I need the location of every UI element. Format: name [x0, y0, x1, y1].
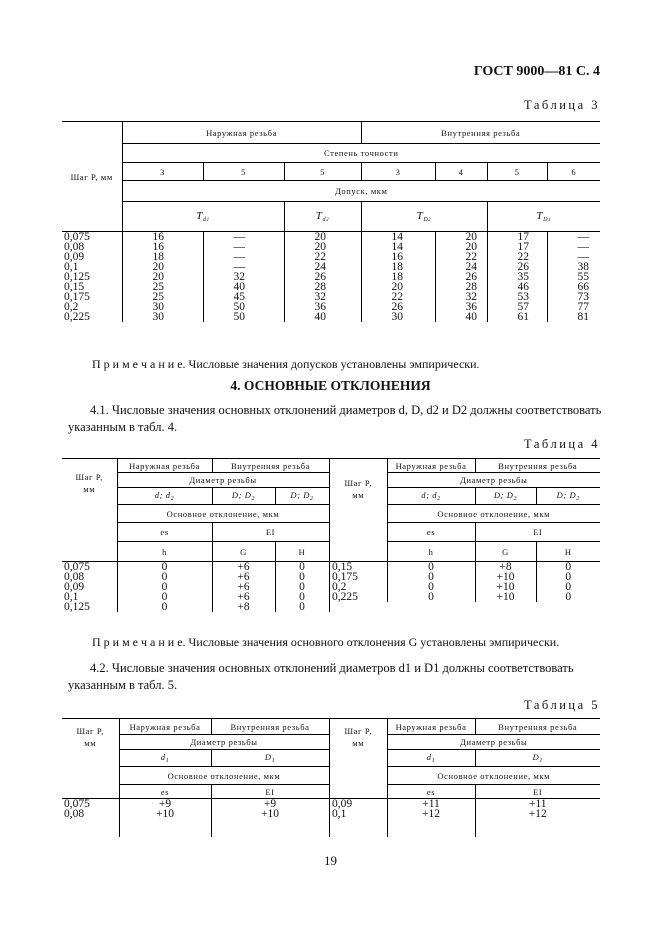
row-value-cell: 0 [565, 582, 572, 592]
table5-es: es [119, 785, 211, 799]
page-header-title: ГОСТ 9000—81 С. 4 [473, 64, 600, 79]
row-step-cell: 0,1 [62, 592, 117, 602]
table3-grade: 5 [487, 163, 547, 181]
table-row [330, 799, 600, 810]
row-value-cell: 16 [361, 252, 435, 262]
table-row [62, 242, 600, 252]
row-value-cell: 0 [117, 602, 212, 612]
table4-internal-header: Внутренняя резьба [475, 459, 600, 473]
table5-step-header [330, 719, 387, 799]
table4-h: h [387, 542, 475, 562]
row-value-cell: 30 [122, 312, 203, 322]
table5-D1: $D_1$ [475, 750, 600, 767]
row-value-cell: — [203, 262, 284, 272]
table-row [62, 312, 600, 322]
table-row [62, 262, 600, 272]
row-value-cell: +9 [119, 799, 211, 810]
paragraph-4-1 [68, 402, 628, 436]
table5-right [330, 718, 600, 837]
row-value-cell: 66 [577, 282, 590, 292]
row-value-cell: — [547, 232, 600, 243]
row-value-cell: 25 [122, 282, 203, 292]
table5-deviation-header: Основное отклонение, мкм [119, 767, 329, 785]
row-value-cell: 17 [487, 232, 547, 243]
table-row [330, 809, 600, 819]
table3-grade: 4 [435, 163, 487, 181]
step-header-line2: мм [83, 484, 96, 494]
page-number: 19 [324, 853, 337, 868]
row-value-cell: — [203, 252, 284, 262]
row-value-cell: 20 [361, 282, 435, 292]
table-row [62, 582, 329, 592]
row-value-cell: +8 [212, 602, 275, 612]
row-value-cell: 26 [361, 302, 435, 312]
row-step-cell: 0,09 [330, 799, 387, 810]
table4-right [330, 458, 600, 602]
row-step-cell: 0,125 [62, 272, 122, 282]
step-header-line1: Шаг P, [344, 726, 372, 736]
table5-es: es [387, 785, 475, 799]
row-value-cell: 57 [487, 302, 547, 312]
row-value-cell: — [203, 232, 284, 243]
table5-d1: $d_1$ [387, 750, 475, 767]
table5-ei: EI [475, 785, 600, 799]
table-row [330, 592, 600, 602]
table5-ei: EI [211, 785, 329, 799]
row-value-cell: 22 [487, 252, 547, 262]
table4-diameter-header: Диаметр резьбы [117, 473, 329, 488]
row-value-cell: 0 [387, 582, 475, 592]
row-value-cell: 36 [284, 302, 361, 312]
table4-D-D2: D; $D_2$ [475, 488, 536, 505]
row-value-cell: 38 [577, 262, 590, 272]
step-header-line1: Шаг P, [76, 726, 104, 736]
row-value-cell: +10 [211, 809, 329, 819]
table4-d-d2: d; $d_2$ [387, 488, 475, 505]
row-value-cell: 22 [435, 252, 487, 262]
table3-TD2-header: $T_{D2}$ [361, 202, 487, 232]
table4-deviation-header: Основное отклонение, мкм [117, 505, 329, 523]
table4-step-header [62, 459, 117, 542]
table5-caption: Таблица 5 [524, 698, 600, 712]
table-row [62, 282, 600, 292]
row-value-cell: 0 [275, 582, 329, 592]
table4-D-D2: D; $D_2$ [212, 488, 275, 505]
row-value-cell: 14 [361, 242, 435, 252]
row-value-cell: +6 [212, 572, 275, 582]
row-value-cell: 55 [577, 272, 590, 282]
row-value-cell: 0 [387, 592, 475, 602]
row-value-cell: 45 [203, 292, 284, 302]
table-row [62, 572, 329, 582]
table4-D-D2: D; $D_2$ [536, 488, 600, 505]
table3-tolerance-header: Допуск, мкм [122, 181, 600, 202]
row-value-cell: +6 [212, 582, 275, 592]
row-step-cell: 0,075 [62, 232, 122, 243]
table4-step-header [330, 459, 387, 542]
table3-note: П р и м е ч а н и е. Числовые значения допусков установлены эмпирически. [92, 357, 480, 371]
row-value-cell: 32 [203, 272, 284, 282]
table5-internal-header: Внутренняя резьба [475, 719, 600, 735]
table3-step-header: Шаг P, мм [62, 122, 122, 232]
row-step-cell: 0,1 [330, 809, 387, 819]
row-value-cell: 77 [577, 302, 590, 312]
table4-note: П р и м е ч а н и е. Числовые значения основного отклонения G установлены эмпирически. [92, 635, 560, 649]
table5-external-header: Наружная резьба [387, 719, 475, 735]
table-row [62, 272, 600, 282]
table5-internal-header: Внутренняя резьба [211, 719, 329, 735]
row-value-cell: — [577, 242, 590, 252]
table5-d1: $d_1$ [119, 750, 211, 767]
table3-td1-header: $T_{d1}$ [122, 202, 284, 232]
row-value-cell: +10 [475, 582, 536, 592]
row-value-cell: 50 [203, 312, 284, 322]
step-header-line1: Шаг P, [75, 472, 103, 482]
table3-external-header: Наружная резьба [122, 122, 361, 144]
row-value-cell: 40 [435, 312, 487, 322]
table-row [330, 562, 600, 573]
section-title: 4. ОСНОВНЫЕ ОТКЛОНЕНИЯ [230, 378, 431, 393]
table-row [62, 252, 600, 262]
table4-D-D2: D; $D_2$ [275, 488, 329, 505]
table-row [62, 302, 600, 312]
row-value-cell: 32 [435, 292, 487, 302]
table-row [62, 232, 600, 243]
table4-ei: EI [212, 523, 329, 542]
row-step-cell: 0,08 [62, 572, 117, 582]
table-row [62, 809, 329, 819]
step-header-line1: Шаг P, [344, 478, 372, 488]
table4-H: H [275, 542, 329, 562]
row-value-cell: 24 [435, 262, 487, 272]
row-value-cell: 26 [487, 262, 547, 272]
table5-diameter-header: Диаметр резьбы [387, 735, 600, 750]
row-value-cell: 0 [275, 562, 329, 573]
row-step-cell: 0,175 [330, 572, 387, 582]
row-value-cell: 20 [284, 242, 361, 252]
row-value-cell: 46 [487, 282, 547, 292]
table3-caption: Таблица 3 [524, 98, 600, 112]
table-row [330, 572, 600, 582]
table4-caption: Таблица 4 [524, 437, 600, 451]
row-value-cell: +10 [475, 592, 536, 602]
table3-internal-header: Внутренняя резьба [361, 122, 600, 144]
row-value-cell: 0 [387, 562, 475, 573]
row-value-cell: 0 [117, 592, 212, 602]
row-value-cell: +6 [212, 562, 275, 573]
row-step-cell: 0,08 [62, 242, 122, 252]
row-value-cell: 0 [117, 562, 212, 573]
table4-G: G [475, 542, 536, 562]
row-value-cell: 22 [284, 252, 361, 262]
row-step-cell: 0,15 [330, 562, 387, 573]
table3-grade: 5 [203, 163, 284, 181]
row-value-cell: — [577, 252, 590, 262]
row-value-cell: 40 [203, 282, 284, 292]
table3-degree-header: Степень точности [122, 144, 600, 163]
table5-D1: $D_1$ [211, 750, 329, 767]
row-value-cell: 0 [565, 592, 572, 602]
table4-ei: EI [475, 523, 600, 542]
table4-es: es [387, 523, 475, 542]
row-value-cell: 61 [487, 312, 547, 322]
row-value-cell: +12 [387, 809, 475, 819]
row-value-cell: 0 [275, 592, 329, 602]
row-value-cell: 16 [122, 242, 203, 252]
row-value-cell: 36 [435, 302, 487, 312]
row-value-cell: 20 [435, 232, 487, 243]
row-value-cell: 40 [284, 312, 361, 322]
table-row [62, 602, 329, 612]
row-value-cell: 0 [387, 572, 475, 582]
row-step-cell: 0,08 [62, 809, 119, 819]
row-value-cell: +10 [119, 809, 211, 819]
table5-diameter-header: Диаметр резьбы [119, 735, 329, 750]
table3-grade: 6 [547, 163, 600, 181]
paragraph-4-1-text: 4.1. Числовые значения основных отклонений диаметров d, D, d2 и D2 должны соответствовать указанным в табл. 4. [68, 403, 602, 434]
row-value-cell: 0 [275, 602, 329, 612]
row-step-cell: 0,225 [330, 592, 387, 602]
table4-internal-header: Внутренняя резьба [212, 459, 329, 473]
row-value-cell: 20 [284, 232, 361, 243]
table5-step-header [62, 719, 119, 799]
row-value-cell: 17 [487, 242, 547, 252]
row-value-cell: 32 [284, 292, 361, 302]
row-value-cell: 20 [122, 272, 203, 282]
table4-G: G [212, 542, 275, 562]
row-step-cell: 0,075 [62, 562, 117, 573]
row-value-cell: 18 [361, 272, 435, 282]
row-value-cell: 16 [122, 232, 203, 243]
table4-diameter-header: Диаметр резьбы [387, 473, 600, 488]
row-value-cell: 53 [487, 292, 547, 302]
row-step-cell: 0,125 [62, 602, 117, 612]
table-row [62, 562, 329, 573]
paragraph-4-2 [68, 660, 628, 694]
step-header-line2: мм [352, 490, 365, 500]
row-value-cell: +8 [475, 562, 536, 573]
row-step-cell: 0,09 [62, 582, 117, 592]
row-value-cell: 26 [284, 272, 361, 282]
row-value-cell: 0 [536, 562, 600, 573]
table4-external-header: Наружная резьба [117, 459, 212, 473]
table3-td2-header: $T_{d2}$ [284, 202, 361, 232]
row-value-cell: 0 [117, 572, 212, 582]
table3-grade: 3 [361, 163, 435, 181]
row-value-cell: +11 [475, 799, 600, 810]
table-row [62, 292, 600, 302]
table4-es: es [117, 523, 212, 542]
row-value-cell: 30 [122, 302, 203, 312]
row-step-cell: 0,225 [62, 312, 122, 322]
row-value-cell: 81 [577, 312, 590, 322]
row-value-cell: +11 [387, 799, 475, 810]
table3-grade: 5 [284, 163, 361, 181]
row-value-cell: 22 [361, 292, 435, 302]
table-row [330, 582, 600, 592]
table5-left [62, 718, 330, 837]
table4-H: H [564, 546, 572, 557]
row-step-cell: 0,2 [62, 302, 122, 312]
row-value-cell: 28 [435, 282, 487, 292]
table-row [62, 592, 329, 602]
table5-external-header: Наружная резьба [119, 719, 211, 735]
table3-grade: 3 [122, 163, 203, 181]
row-value-cell: +12 [528, 809, 547, 819]
row-value-cell: 18 [122, 252, 203, 262]
row-value-cell: 24 [284, 262, 361, 272]
row-value-cell: 18 [361, 262, 435, 272]
row-value-cell: 0 [565, 572, 572, 582]
table4-external-header: Наружная резьба [387, 459, 475, 473]
table4-d-d2: d; $d_2$ [117, 488, 212, 505]
row-value-cell: 0 [117, 582, 212, 592]
row-value-cell: 50 [203, 302, 284, 312]
row-value-cell: 0 [275, 572, 329, 582]
table5-deviation-header: Основное отклонение, мкм [387, 767, 600, 785]
row-value-cell: +9 [211, 799, 329, 810]
row-value-cell: 35 [487, 272, 547, 282]
row-value-cell: 20 [435, 242, 487, 252]
row-value-cell: +10 [475, 572, 536, 582]
row-value-cell: — [203, 242, 284, 252]
row-step-cell: 0,15 [62, 282, 122, 292]
row-value-cell: 20 [122, 262, 203, 272]
table4-left [62, 458, 330, 612]
table4-deviation-header: Основное отклонение, мкм [387, 505, 600, 523]
row-step-cell: 0,2 [330, 582, 387, 592]
row-value-cell: +6 [212, 592, 275, 602]
table4-h: h [117, 542, 212, 562]
row-value-cell: 26 [435, 272, 487, 282]
step-header-line2: мм [84, 738, 97, 748]
row-step-cell: 0,175 [62, 292, 122, 302]
table-row [62, 799, 329, 810]
row-value-cell: 30 [361, 312, 435, 322]
row-value-cell: 25 [122, 292, 203, 302]
table3 [62, 121, 600, 322]
row-value-cell: 73 [577, 292, 590, 302]
step-header-line2: мм [352, 738, 365, 748]
row-step-cell: 0,09 [62, 252, 122, 262]
table3-TD1-header: $T_{D1}$ [536, 210, 552, 223]
row-step-cell: 0,1 [62, 262, 122, 272]
row-value-cell: 14 [361, 232, 435, 243]
row-step-cell: 0,075 [62, 799, 119, 810]
paragraph-4-2-text: 4.2. Числовые значения основных отклонений диаметров d1 и D1 должны соответствовать указанным в табл. 5. [68, 661, 574, 692]
row-value-cell: 28 [284, 282, 361, 292]
